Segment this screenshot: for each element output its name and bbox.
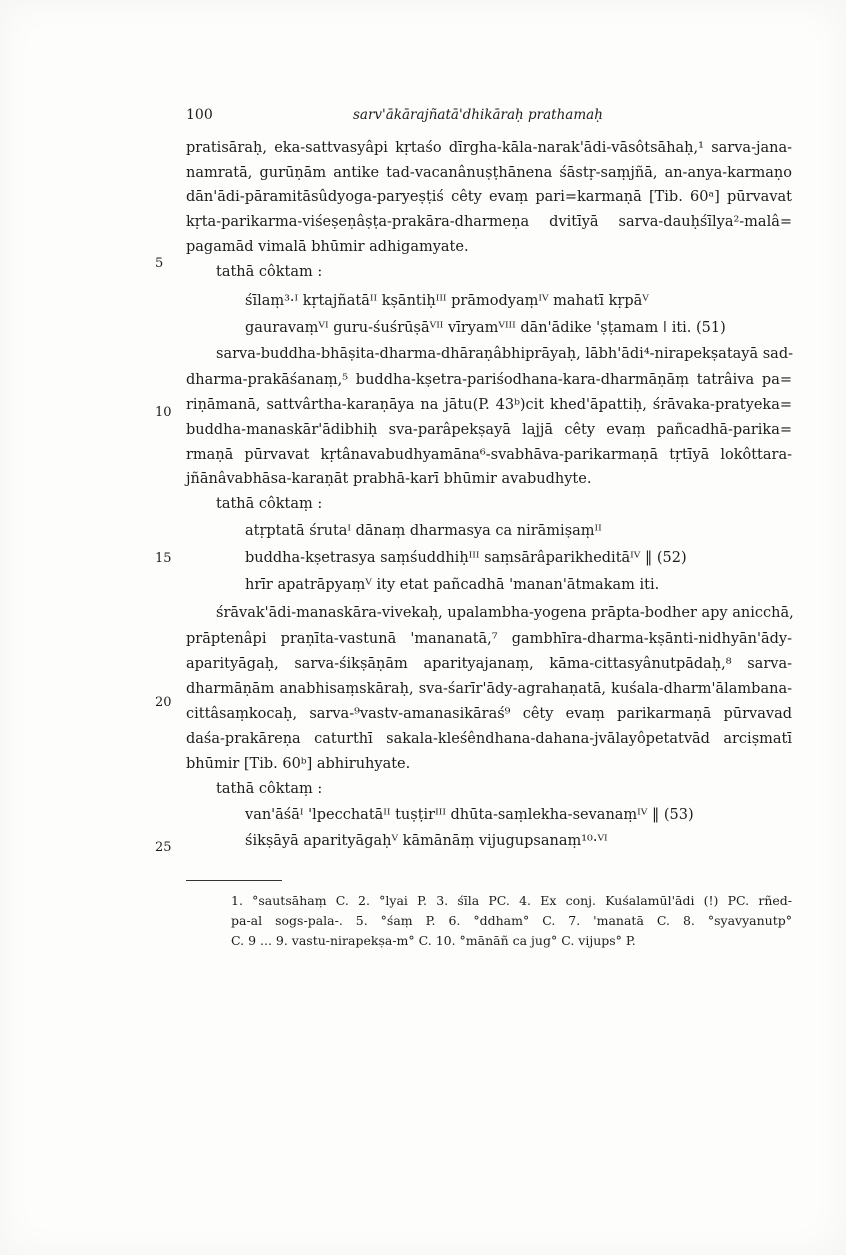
verse-line: atṛptatā śrutaᴵ dānaṃ dharmasya ca nirāmiṣaṃᴵᴵ — [245, 523, 602, 539]
footnote-line: pa-al sogs-pala-. 5. °śaṃ P. 6. °ddham° C. 7. 'manatā C. 8. °syavyanutp° — [231, 913, 792, 928]
verse-line: gauravaṃⱽᴵ guru-śuśrūṣāⱽᴵᴵ vīryamⱽᴵᴵᴵ dān'ādike 'ṣṭamam ǀ iti. (51) — [245, 320, 726, 336]
text-line: kṛta-parikarma-viśeṣeṇâṣṭa-prakāra-dharmeṇa dvitīyā sarva-dauḥśīlya²-malâ= — [186, 214, 792, 230]
verse-line: buddha-kṣetrasya saṃśuddhiḥᴵᴵᴵ saṃsārâparikheditāᴵⱽ ‖ (52) — [245, 550, 687, 566]
text-line: riṇāmanā, sattvârtha-karaṇāya na jātu(P. 43ᵇ)cit khed'āpattiḥ, śrāvaka-pratyeka= — [186, 397, 792, 413]
footnote-rule — [186, 880, 282, 881]
verse-line: van'āśāᴵ 'lpecchatāᴵᴵ tuṣṭirᴵᴵᴵ dhūta-saṃlekha-sevanaṃᴵⱽ ‖ (53) — [245, 807, 694, 823]
text-line: pratisāraḥ, eka-sattvasyâpi kṛtaśo dīrgha-kāla-narak'ādi-vāsôtsāhaḥ,¹ sarva-jana- — [186, 140, 792, 156]
line-number: 25 — [155, 840, 172, 855]
verse-line: śikṣāyā aparityāgaḥⱽ kāmānāṃ vijugupsanaṃ¹⁰·ⱽᴵ — [245, 833, 608, 849]
footnote-line: C. 9 ... 9. vastu-nirapekṣa-m° C. 10. °mānāñ ca jug° C. vijups° P. — [231, 933, 636, 948]
text-line: tathā côktaṃ : — [216, 496, 323, 512]
text-line: dharmāṇām anabhisaṃskāraḥ, sva-śarīr'ādy-agrahaṇatā, kuśala-dharm'ālambana- — [186, 681, 792, 697]
page-number: 100 — [186, 107, 213, 123]
running-title: sarv'ākārajñatā'dhikāraḥ prathamaḥ — [353, 107, 603, 123]
text-line: śrāvak'ādi-manaskāra-vivekaḥ, upalambha-yogena prāpta-bodher apy anicchā, — [216, 605, 794, 621]
line-number: 15 — [155, 551, 172, 566]
text-line: bhūmir [Tib. 60ᵇ] abhiruhyate. — [186, 756, 411, 772]
text-line: namratā, gurūṇām antike tad-vacanânuṣṭhānena śāstṛ-saṃjñā, an-anya-karmaṇo — [186, 165, 792, 181]
text-line: pagamād vimalā bhūmir adhigamyate. — [186, 239, 469, 255]
text-line: dān'ādi-pāramitāsûdyoga-paryeṣṭiś cêty evaṃ pari=karmaṇā [Tib. 60ᵃ] pūrvavat — [186, 189, 792, 205]
text-line: aparityāgaḥ, sarva-śikṣāṇām aparityajanaṃ, kāma-cittasyânutpādaḥ,⁸ sarva- — [186, 656, 792, 672]
verse-line: śīlaṃ³·ᴵ kṛtajñatāᴵᴵ kṣāntiḥᴵᴵᴵ prāmodyaṃᴵⱽ mahatī kṛpāⱽ — [245, 293, 649, 309]
text-line: daśa-prakāreṇa caturthī sakala-kleśêndhana-dahana-jvālayôpetatvād arciṣmatī — [186, 731, 792, 747]
line-number: 10 — [155, 405, 172, 420]
text-line: rmaṇā pūrvavat kṛtânavabudhyamāna⁶-svabhāva-parikarmaṇā tṛtīyā lokôttara- — [186, 447, 792, 463]
text-line: buddha-manaskār'ādibhiḥ sva-parâpekṣayā lajjā cêty evaṃ pañcadhā-parika= — [186, 422, 792, 438]
text-line: prāptenâpi praṇīta-vastunā 'mananatā,⁷ gambhīra-dharma-kṣānti-nidhyān'ādy- — [186, 631, 792, 647]
text-line: cittâsaṃkocaḥ, sarva-⁹vastv-amanasikāraś⁹ cêty evaṃ parikarmaṇā pūrvavad — [186, 706, 792, 722]
text-line: jñānâvabhāsa-karaṇāt prabhā-karī bhūmir avabudhyte. — [186, 471, 592, 487]
line-number: 20 — [155, 695, 172, 710]
text-line: sarva-buddha-bhāṣita-dharma-dhāraṇâbhiprāyaḥ, lābh'ādi⁴-nirapekṣatayā sad- — [216, 346, 793, 362]
verse-line: hrīr apatrāpyaṃⱽ ity etat pañcadhā 'manan'ātmakam iti. — [245, 577, 660, 593]
text-line: dharma-prakāśanaṃ,⁵ buddha-kṣetra-pariśodhana-kara-dharmāṇāṃ tatrâiva pa= — [186, 372, 792, 388]
footnote-line: 1. °sautsāhaṃ C. 2. °lyai P. 3. śīla PC. 4. Ex conj. Kuśalamūl'ādi (!) PC. rñed- — [231, 893, 792, 908]
text-line: tathā côktam : — [216, 264, 323, 280]
text-line: tathā côktaṃ : — [216, 781, 323, 797]
line-number: 5 — [155, 256, 164, 271]
